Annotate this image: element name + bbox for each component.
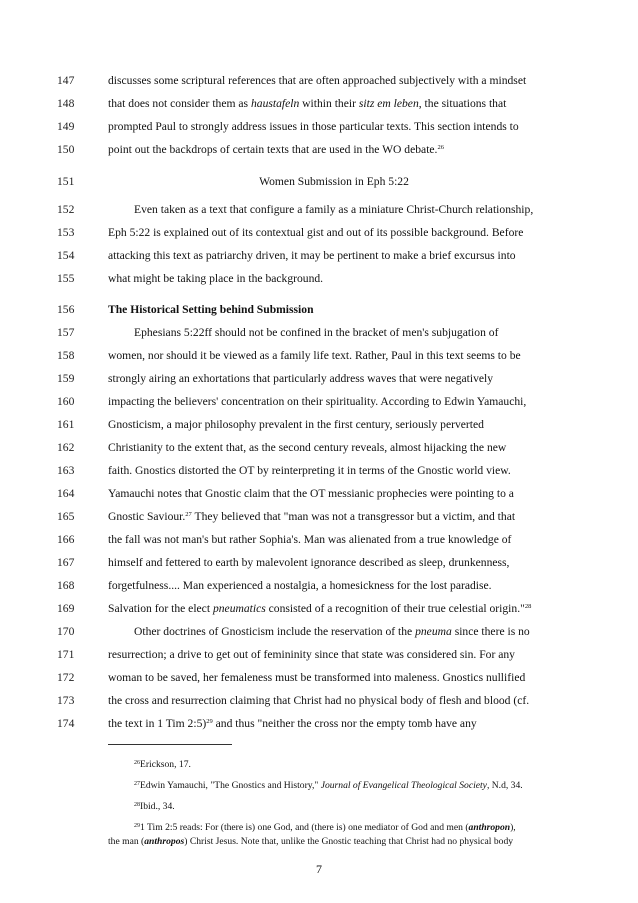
line-text: Even taken as a text that configure a family as a miniature Christ-Church relationship, — [134, 203, 534, 216]
line-text: himself and fettered to earth by malevolent ignorance described as sleep, drunkenness, — [108, 556, 510, 569]
section-heading: Women Submission in Eph 5:22 — [259, 175, 409, 188]
line-text — [108, 143, 444, 156]
footnote-29-continued — [108, 836, 513, 847]
text-line — [0, 556, 638, 578]
line-text — [134, 625, 530, 638]
text-line — [0, 717, 638, 739]
text-line — [0, 418, 638, 440]
line-number: 172 — [57, 671, 75, 684]
text-line — [0, 625, 638, 647]
text-segment: the text in 1 Tim 2:5) — [108, 717, 207, 730]
line-number: 149 — [57, 120, 75, 133]
greek-term: anthropos — [144, 836, 185, 847]
footnote-29 — [134, 822, 516, 833]
footnote-26 — [134, 759, 191, 770]
italic-term: haustafeln — [250, 97, 300, 110]
text-segment: Other doctrines of Gnosticism include the reservation of the — [134, 625, 416, 638]
line-number: 164 — [57, 487, 75, 500]
footnote-text: , N.d, 34. — [486, 780, 523, 791]
line-number: 173 — [57, 694, 75, 707]
line-text: resurrection; a drive to get out of femininity since that state was considered sin. For any — [108, 648, 515, 661]
italic-term: pneumatics — [212, 602, 266, 615]
line-text: prompted Paul to strongly address issues in those particular texts. This section intends to — [108, 120, 519, 133]
line-number: 163 — [57, 464, 75, 477]
line-text: Yamauchi notes that Gnostic claim that the OT messianic prophecies were pointing to a — [108, 487, 514, 500]
text-line — [0, 74, 638, 96]
italic-term: pneuma — [415, 625, 452, 638]
text-segment: and thus "neither the cross nor the empty tomb have any — [212, 717, 477, 730]
line-number: 156 — [57, 303, 75, 316]
line-number: 155 — [57, 272, 75, 285]
footnote-number: 27 — [134, 781, 140, 787]
italic-term: sitz em leben — [358, 97, 419, 110]
line-text: impacting the believers' concentration on their spirituality. According to Edwin Yamauchi, — [108, 395, 527, 408]
footnote-number: 26 — [134, 760, 140, 766]
line-text: Christianity to the extent that, as the second century reveals, almost hijacking the new — [108, 441, 507, 454]
journal-title: Journal of Evangelical Theological Society — [320, 780, 487, 791]
text-line — [0, 349, 638, 371]
text-line — [0, 249, 638, 271]
line-text — [108, 717, 477, 730]
greek-term: anthropon — [468, 822, 511, 833]
footnote-text: the man ( — [108, 836, 145, 847]
line-text — [108, 510, 515, 523]
footnote-27 — [134, 780, 523, 791]
line-text: what might be taking place in the background. — [108, 272, 324, 285]
footnote-ref: 28 — [524, 603, 532, 610]
line-number: 158 — [57, 349, 75, 362]
text-line — [0, 602, 638, 624]
footnote-number: 28 — [134, 802, 140, 808]
text-line — [0, 120, 638, 142]
line-number: 168 — [57, 579, 75, 592]
line-text: the cross and resurrection claiming that Christ had no physical body of flesh and blood (cf. — [108, 694, 530, 707]
line-text: discusses some scriptural references that are often approached subjectively with a mindset — [108, 74, 527, 87]
line-number: 153 — [57, 226, 75, 239]
footnote-number: 29 — [134, 823, 140, 829]
line-text: woman to be saved, her femaleness must be transformed into maleness. Gnostics nullified — [108, 671, 526, 684]
footnote-text: ) Christ Jesus. Note that, unlike the Gnostic teaching that Christ had no physical body — [184, 836, 514, 847]
text-line — [0, 694, 638, 716]
page-number: 7 — [316, 862, 322, 876]
text-line — [0, 441, 638, 463]
line-number: 167 — [57, 556, 75, 569]
footnote-ref: 29 — [206, 718, 213, 725]
line-text: Gnosticism, a major philosophy prevalent in the first century, seriously perverted — [108, 418, 484, 431]
text-segment: that does not consider them as — [108, 97, 251, 110]
text-line — [0, 226, 638, 248]
line-text: attacking this text as patriarchy driven, it may be pertinent to make a brief excursus into — [108, 249, 516, 262]
footnote-separator — [108, 744, 232, 745]
line-number: 174 — [57, 717, 75, 730]
text-line — [0, 372, 638, 394]
line-number: 165 — [57, 510, 75, 523]
text-segment: , the situations that — [418, 97, 507, 110]
text-segment: Gnostic Saviour. — [108, 510, 186, 523]
line-text: faith. Gnostics distorted the OT by reinterpreting it in terms of the Gnostic world view. — [108, 464, 511, 477]
line-text: forgetfulness.... Man experienced a nostalgia, a homesickness for the lost paradise. — [108, 579, 492, 592]
line-number: 154 — [57, 249, 75, 262]
line-number: 148 — [57, 97, 75, 110]
text-line — [0, 303, 638, 325]
line-number: 152 — [57, 203, 75, 216]
text-line — [0, 533, 638, 555]
footnote-text: Erickson, 17. — [140, 759, 191, 770]
text-segment: Salvation for the elect — [108, 602, 213, 615]
line-number: 147 — [57, 74, 75, 87]
text-line — [0, 395, 638, 417]
text-line — [0, 272, 638, 294]
line-text: Ephesians 5:22ff should not be confined in the bracket of men's subjugation of — [134, 326, 499, 339]
line-text: Eph 5:22 is explained out of its contextual gist and out of its possible background. Before — [108, 226, 524, 239]
text-segment: They believed that "man was not a transgressor but a victim, and that — [191, 510, 516, 523]
subsection-heading: The Historical Setting behind Submission — [108, 303, 314, 316]
line-text — [108, 97, 506, 110]
text-line — [0, 648, 638, 670]
footnote-28 — [134, 801, 175, 812]
text-segment: point out the backdrops of certain texts that are used in the WO debate. — [108, 143, 438, 156]
line-number: 166 — [57, 533, 75, 546]
footnote-text: Edwin Yamauchi, "The Gnostics and History," — [140, 780, 321, 791]
text-segment: since there is no — [451, 625, 530, 638]
text-segment: consisted of a recognition of their true celestial origin." — [265, 602, 525, 615]
text-line — [0, 97, 638, 119]
line-number: 170 — [57, 625, 75, 638]
text-line — [0, 143, 638, 165]
line-number: 161 — [57, 418, 75, 431]
line-number: 151 — [57, 175, 75, 188]
text-line — [0, 464, 638, 486]
line-text: strongly airing an exhortations that particularly address waves that were negatively — [108, 372, 494, 385]
footnote-ref: 27 — [185, 511, 192, 518]
line-number: 157 — [57, 326, 75, 339]
line-number: 169 — [57, 602, 75, 615]
text-segment: within their — [299, 97, 359, 110]
text-line — [0, 175, 638, 197]
line-number: 150 — [57, 143, 75, 156]
footnote-ref: 26 — [437, 144, 444, 151]
line-text: women, nor should it be viewed as a family life text. Rather, Paul in this text seems to be — [108, 349, 521, 362]
text-line — [0, 671, 638, 693]
line-text — [108, 602, 531, 615]
footnote-text: Ibid., 34. — [140, 801, 175, 812]
text-line — [0, 487, 638, 509]
text-line — [0, 326, 638, 348]
line-number: 159 — [57, 372, 75, 385]
text-line — [0, 203, 638, 225]
line-number: 160 — [57, 395, 75, 408]
footnote-text: ), — [510, 822, 516, 833]
line-number: 162 — [57, 441, 75, 454]
line-text: the fall was not man's but rather Sophia's. Man was alienated from a true knowledge of — [108, 533, 512, 546]
text-line — [0, 579, 638, 601]
line-number: 171 — [57, 648, 75, 661]
footnote-text: 1 Tim 2:5 reads: For (there is) one God, and (there is) one mediator of God and men ( — [140, 822, 469, 833]
text-line — [0, 510, 638, 532]
